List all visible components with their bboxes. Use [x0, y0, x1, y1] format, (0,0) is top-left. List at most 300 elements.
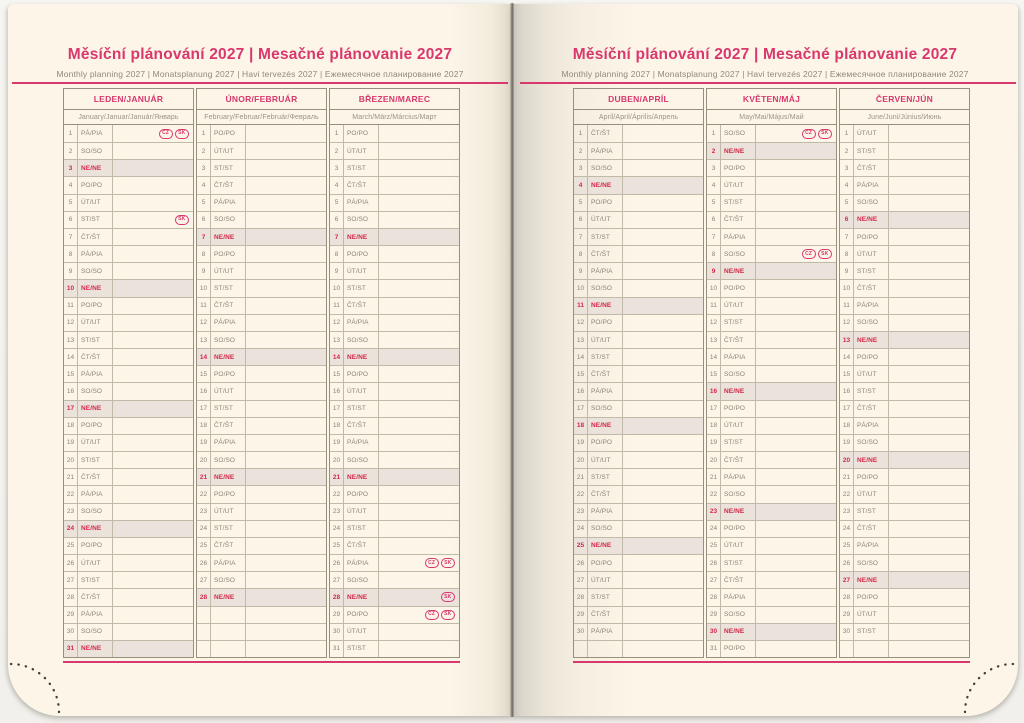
day-row — [840, 159, 969, 176]
notes-cell — [379, 383, 459, 399]
notes-cell — [756, 263, 836, 279]
notes-cell — [379, 160, 459, 176]
day-abbreviation: ST/ST — [588, 469, 623, 485]
day-abbreviation: SO/SO — [211, 332, 246, 348]
day-abbreviation: ČT/ŠT — [721, 572, 756, 588]
day-row — [197, 125, 326, 142]
day-abbreviation: ST/ST — [78, 332, 113, 348]
day-number: 3 — [707, 160, 721, 176]
notes-cell — [113, 349, 193, 365]
day-abbreviation: PO/PO — [211, 366, 246, 382]
day-row — [840, 211, 969, 228]
notes-cell — [113, 435, 193, 451]
notes-cell — [756, 298, 836, 314]
day-number: 24 — [197, 521, 211, 537]
day-row — [840, 417, 969, 434]
notes-cell — [246, 177, 326, 193]
notes-cell — [623, 572, 703, 588]
day-number: 26 — [574, 555, 588, 571]
notes-cell — [889, 229, 969, 245]
notes-cell — [379, 624, 459, 640]
book-spine-gutter — [510, 3, 514, 717]
day-row — [574, 571, 703, 588]
day-number: 2 — [840, 143, 854, 159]
blank-filler-row — [197, 640, 326, 657]
notes-cell — [379, 298, 459, 314]
day-abbreviation: PO/PO — [211, 486, 246, 502]
month-table — [839, 88, 970, 658]
day-abbreviation: NE/NE — [344, 349, 379, 365]
month-name-translations: June/Juni/Június/Июнь — [840, 110, 969, 125]
day-number: 18 — [707, 418, 721, 434]
day-abbreviation: SO/SO — [211, 212, 246, 228]
day-number: 5 — [840, 195, 854, 211]
day-row — [197, 176, 326, 193]
day-abbreviation: ÚT/UT — [854, 246, 889, 262]
day-number: 15 — [197, 366, 211, 382]
day-abbreviation: NE/NE — [78, 641, 113, 657]
day-abbreviation: NE/NE — [854, 452, 889, 468]
day-abbreviation: PÁ/PIA — [721, 349, 756, 365]
day-abbreviation: SO/SO — [78, 143, 113, 159]
day-number: 1 — [574, 125, 588, 142]
day-number: 24 — [574, 521, 588, 537]
day-row — [197, 554, 326, 571]
notes-cell — [379, 435, 459, 451]
day-row — [64, 262, 193, 279]
notes-cell — [889, 349, 969, 365]
notes-cell — [889, 332, 969, 348]
day-row — [330, 262, 459, 279]
day-number: 16 — [64, 383, 78, 399]
page-subtitle: Monthly planning 2027 | Monatsplanung 2027 | Havi tervezés 2027 | Ежемесячное планирование 2027 — [56, 69, 464, 79]
day-abbreviation: NE/NE — [854, 572, 889, 588]
month-name-translations: March/März/Március/Март — [330, 110, 459, 125]
day-row — [840, 434, 969, 451]
day-number: 13 — [197, 332, 211, 348]
day-row — [330, 640, 459, 657]
day-row — [64, 485, 193, 502]
day-abbreviation: ÚT/UT — [854, 486, 889, 502]
notes-cell — [756, 538, 836, 554]
notes-cell — [246, 624, 326, 640]
day-abbreviation: NE/NE — [588, 298, 623, 314]
day-number: 4 — [707, 177, 721, 193]
day-number: 5 — [197, 195, 211, 211]
day-number: 13 — [574, 332, 588, 348]
day-row — [707, 228, 836, 245]
notes-cell — [889, 177, 969, 193]
notes-cell — [246, 246, 326, 262]
day-row — [707, 194, 836, 211]
day-number: 6 — [707, 212, 721, 228]
notes-cell — [756, 177, 836, 193]
notes-cell — [113, 641, 193, 657]
day-abbreviation: ÚT/UT — [588, 332, 623, 348]
day-number: 24 — [64, 521, 78, 537]
notes-cell — [379, 521, 459, 537]
day-row — [840, 297, 969, 314]
day-abbreviation: PÁ/PIA — [78, 366, 113, 382]
holiday-flag-sk-icon: SK — [441, 592, 455, 602]
notes-cell — [889, 315, 969, 331]
day-abbreviation: SO/SO — [344, 452, 379, 468]
notes-cell — [379, 538, 459, 554]
day-number: 25 — [707, 538, 721, 554]
notes-cell — [756, 195, 836, 211]
day-abbreviation: PO/PO — [78, 418, 113, 434]
day-number: 11 — [840, 298, 854, 314]
day-row — [707, 468, 836, 485]
day-abbreviation: PO/PO — [211, 125, 246, 142]
notes-cell — [379, 469, 459, 485]
day-abbreviation: NE/NE — [854, 332, 889, 348]
notes-cell — [246, 315, 326, 331]
day-row — [197, 262, 326, 279]
day-row — [707, 571, 836, 588]
day-row — [707, 537, 836, 554]
notes-cell — [623, 504, 703, 520]
day-row — [197, 245, 326, 262]
day-row — [197, 485, 326, 502]
notes-cell — [113, 212, 193, 228]
day-abbreviation: ST/ST — [854, 624, 889, 640]
day-row — [330, 348, 459, 365]
day-number: 28 — [64, 589, 78, 605]
day-number: 28 — [330, 589, 344, 605]
day-abbreviation: SO/SO — [854, 315, 889, 331]
day-number: 29 — [330, 607, 344, 623]
day-number: 5 — [707, 195, 721, 211]
day-row — [330, 159, 459, 176]
day-abbreviation: PO/PO — [854, 469, 889, 485]
notes-cell — [623, 177, 703, 193]
page-header — [512, 46, 1018, 79]
day-row — [64, 297, 193, 314]
notes-cell — [379, 589, 459, 605]
day-row — [64, 228, 193, 245]
notes-cell — [756, 212, 836, 228]
day-abbreviation: ČT/ŠT — [78, 229, 113, 245]
day-abbreviation: ÚT/UT — [211, 263, 246, 279]
day-row — [707, 211, 836, 228]
notes-cell — [246, 263, 326, 279]
day-number: 22 — [574, 486, 588, 502]
day-row — [64, 588, 193, 605]
day-row — [197, 400, 326, 417]
day-row — [64, 125, 193, 142]
day-row — [707, 297, 836, 314]
day-row — [64, 365, 193, 382]
notes-cell — [379, 212, 459, 228]
day-abbreviation: ST/ST — [588, 229, 623, 245]
day-number: 12 — [330, 315, 344, 331]
day-row — [574, 400, 703, 417]
month-name-header: ÚNOR/FEBRUÁR — [197, 89, 326, 110]
day-abbreviation: ÚT/UT — [854, 125, 889, 142]
day-row — [840, 228, 969, 245]
day-abbreviation: NE/NE — [211, 229, 246, 245]
day-number: 4 — [840, 177, 854, 193]
day-row — [197, 434, 326, 451]
day-abbreviation: ST/ST — [854, 143, 889, 159]
notes-cell — [756, 366, 836, 382]
notes-cell — [623, 246, 703, 262]
day-row — [574, 159, 703, 176]
day-row — [197, 211, 326, 228]
day-row — [197, 142, 326, 159]
day-abbreviation: ST/ST — [721, 195, 756, 211]
notes-cell — [113, 555, 193, 571]
notes-cell — [623, 486, 703, 502]
day-row — [840, 245, 969, 262]
day-number: 1 — [197, 125, 211, 142]
holiday-flag-sk-icon: SK — [441, 610, 455, 620]
day-abbreviation: PÁ/PIA — [78, 486, 113, 502]
notes-cell — [246, 280, 326, 296]
day-row — [707, 159, 836, 176]
day-number: 1 — [64, 125, 78, 142]
day-row — [64, 142, 193, 159]
day-number: 4 — [197, 177, 211, 193]
notes-cell — [756, 418, 836, 434]
day-number: 10 — [197, 280, 211, 296]
notes-cell — [379, 177, 459, 193]
notes-cell — [889, 246, 969, 262]
day-abbreviation: NE/NE — [721, 383, 756, 399]
day-abbreviation: PO/PO — [854, 229, 889, 245]
notes-cell — [623, 469, 703, 485]
day-abbreviation: PO/PO — [344, 366, 379, 382]
day-abbreviation: PO/PO — [854, 349, 889, 365]
notes-cell — [246, 229, 326, 245]
day-row — [707, 485, 836, 502]
day-abbreviation: NE/NE — [344, 469, 379, 485]
day-abbreviation: PO/PO — [854, 589, 889, 605]
day-row — [64, 571, 193, 588]
notes-cell — [623, 332, 703, 348]
month-day-rows — [197, 125, 326, 657]
day-number: 28 — [574, 589, 588, 605]
day-number: 13 — [330, 332, 344, 348]
day-number-empty — [574, 641, 588, 657]
notes-cell — [889, 607, 969, 623]
day-number-empty — [197, 607, 211, 623]
notes-cell — [379, 555, 459, 571]
day-abbreviation: PO/PO — [721, 641, 756, 657]
notes-cell — [113, 452, 193, 468]
day-row — [64, 159, 193, 176]
notes-cell — [113, 246, 193, 262]
page-subtitle: Monthly planning 2027 | Monatsplanung 2027 | Havi tervezés 2027 | Ежемесячное планирование 2027 — [561, 69, 969, 79]
day-row — [840, 400, 969, 417]
day-row — [330, 468, 459, 485]
day-number: 16 — [707, 383, 721, 399]
day-abbreviation: PO/PO — [588, 195, 623, 211]
day-number: 24 — [840, 521, 854, 537]
day-abbreviation: ÚT/UT — [211, 504, 246, 520]
notes-cell — [379, 504, 459, 520]
day-abbreviation: ČT/ŠT — [211, 418, 246, 434]
month-table — [63, 88, 194, 658]
day-number: 6 — [330, 212, 344, 228]
day-row — [707, 348, 836, 365]
day-row — [197, 297, 326, 314]
day-number: 13 — [707, 332, 721, 348]
day-row — [330, 434, 459, 451]
day-abbreviation: ČT/ŠT — [721, 212, 756, 228]
notes-cell — [379, 332, 459, 348]
day-abbreviation: ÚT/UT — [211, 143, 246, 159]
day-number: 23 — [574, 504, 588, 520]
notes-cell — [246, 607, 326, 623]
month-table — [196, 88, 327, 658]
notes-cell — [756, 435, 836, 451]
day-abbreviation: NE/NE — [344, 589, 379, 605]
day-row — [64, 520, 193, 537]
day-row — [197, 382, 326, 399]
notes-cell — [756, 589, 836, 605]
month-name-header: KVĚTEN/MÁJ — [707, 89, 836, 110]
day-abbreviation: PÁ/PIA — [344, 195, 379, 211]
day-abbreviation: ÚT/UT — [344, 504, 379, 520]
day-number: 5 — [574, 195, 588, 211]
day-number: 11 — [197, 298, 211, 314]
day-number: 1 — [707, 125, 721, 142]
day-abbreviation-empty — [211, 624, 246, 640]
day-abbreviation: SO/SO — [211, 452, 246, 468]
day-number: 27 — [840, 572, 854, 588]
day-abbreviation: NE/NE — [721, 624, 756, 640]
day-abbreviation: ČT/ŠT — [588, 366, 623, 382]
day-row — [64, 314, 193, 331]
day-number: 23 — [64, 504, 78, 520]
notes-cell — [623, 229, 703, 245]
day-abbreviation: PO/PO — [344, 246, 379, 262]
notes-cell — [756, 641, 836, 657]
day-row — [840, 382, 969, 399]
notes-cell — [113, 195, 193, 211]
day-number: 11 — [707, 298, 721, 314]
notes-cell — [246, 401, 326, 417]
notes-cell — [623, 143, 703, 159]
day-number: 29 — [707, 607, 721, 623]
notes-cell — [889, 589, 969, 605]
day-abbreviation: ÚT/UT — [344, 263, 379, 279]
day-number: 8 — [197, 246, 211, 262]
day-row — [330, 451, 459, 468]
notes-cell — [889, 383, 969, 399]
month-name-header: DUBEN/APRÍL — [574, 89, 703, 110]
notes-cell — [889, 641, 969, 657]
day-row — [64, 245, 193, 262]
notes-cell — [889, 538, 969, 554]
day-row — [197, 365, 326, 382]
day-number: 30 — [840, 624, 854, 640]
day-number: 23 — [197, 504, 211, 520]
month-table — [706, 88, 837, 658]
day-number: 19 — [707, 435, 721, 451]
day-row — [574, 468, 703, 485]
day-number: 16 — [840, 383, 854, 399]
day-row — [707, 314, 836, 331]
day-row — [840, 537, 969, 554]
notes-cell — [756, 125, 836, 142]
day-row — [330, 228, 459, 245]
day-row — [64, 331, 193, 348]
day-abbreviation: PÁ/PIA — [588, 263, 623, 279]
day-row — [707, 400, 836, 417]
day-row — [707, 262, 836, 279]
day-abbreviation: PÁ/PIA — [211, 315, 246, 331]
day-abbreviation: ST/ST — [721, 435, 756, 451]
day-abbreviation: NE/NE — [588, 418, 623, 434]
day-row — [330, 314, 459, 331]
day-abbreviation: NE/NE — [588, 538, 623, 554]
day-number: 22 — [330, 486, 344, 502]
day-abbreviation-empty — [211, 641, 246, 657]
day-number: 22 — [64, 486, 78, 502]
day-abbreviation: PO/PO — [78, 538, 113, 554]
day-row — [707, 382, 836, 399]
day-abbreviation: ÚT/UT — [854, 366, 889, 382]
day-abbreviation: ST/ST — [721, 315, 756, 331]
day-row — [197, 228, 326, 245]
day-number: 23 — [330, 504, 344, 520]
day-row — [707, 365, 836, 382]
notes-cell — [246, 143, 326, 159]
day-number: 12 — [197, 315, 211, 331]
day-number-empty — [197, 641, 211, 657]
notes-cell — [246, 383, 326, 399]
day-row — [197, 451, 326, 468]
day-abbreviation: PO/PO — [721, 280, 756, 296]
day-abbreviation: SO/SO — [588, 401, 623, 417]
day-number: 25 — [840, 538, 854, 554]
day-row — [64, 537, 193, 554]
day-number: 19 — [330, 435, 344, 451]
notes-cell — [623, 418, 703, 434]
notes-cell — [379, 195, 459, 211]
day-number-empty — [197, 624, 211, 640]
notes-cell — [756, 555, 836, 571]
day-number: 13 — [840, 332, 854, 348]
day-abbreviation: PÁ/PIA — [588, 624, 623, 640]
day-abbreviation: SO/SO — [78, 383, 113, 399]
day-number: 11 — [330, 298, 344, 314]
day-abbreviation: ČT/ŠT — [344, 298, 379, 314]
day-abbreviation: PO/PO — [344, 125, 379, 142]
day-row — [840, 142, 969, 159]
day-number: 15 — [330, 366, 344, 382]
notes-cell — [623, 280, 703, 296]
day-number: 1 — [840, 125, 854, 142]
day-number: 23 — [707, 504, 721, 520]
diary-left-page — [8, 4, 512, 716]
notes-cell — [889, 504, 969, 520]
day-number: 18 — [64, 418, 78, 434]
month-name-header: BŘEZEN/MAREC — [330, 89, 459, 110]
day-row — [840, 571, 969, 588]
day-row — [574, 314, 703, 331]
notes-cell — [379, 143, 459, 159]
day-number: 25 — [574, 538, 588, 554]
notes-cell — [113, 624, 193, 640]
day-row — [707, 640, 836, 657]
day-row — [330, 485, 459, 502]
day-abbreviation: PO/PO — [78, 177, 113, 193]
month-name-translations: January/Januar/Január/Январь — [64, 110, 193, 125]
